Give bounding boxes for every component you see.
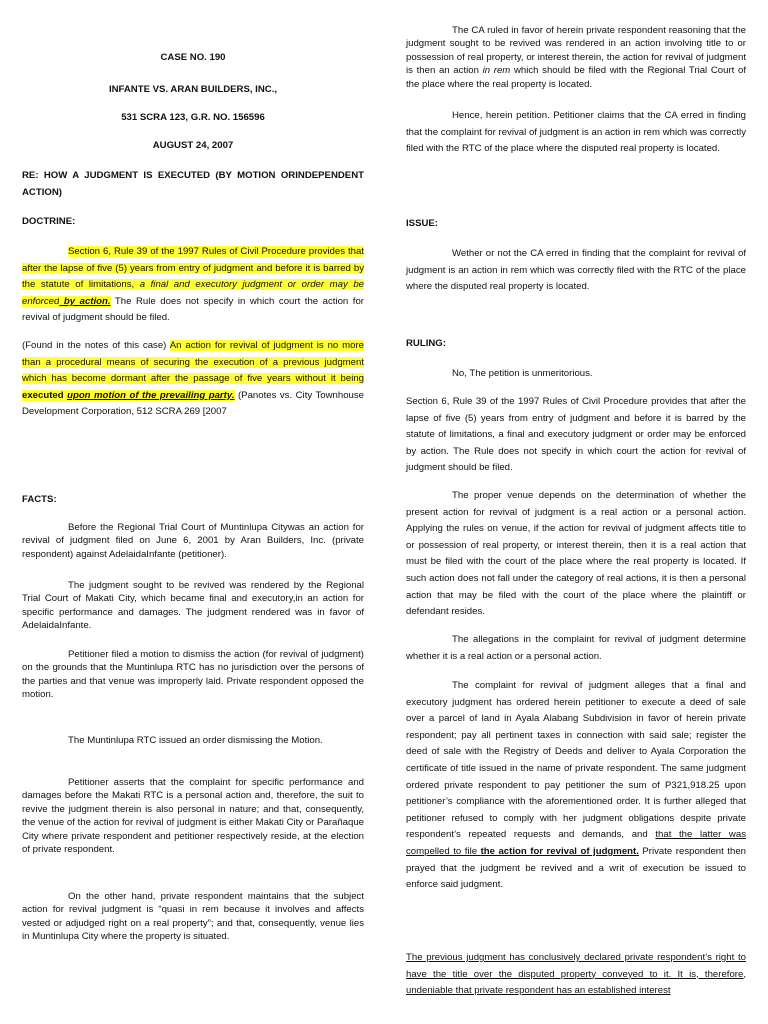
- complaint-text-end: Private respondent then prayed that the judgment be revived and a writ of execution be issued to enforce said judgment.: [406, 845, 746, 891]
- case-parties: INFANTE VS. ARAN BUILDERS, INC.,: [108, 84, 278, 95]
- complaint-text: The complaint for revival of judgment alleges that a final and executory judgment has ordered herein petitioner to execute a deed of sale over a parcel of land in Ayala Alabang Subdivision in favor of herein private respondent; pay all pertinent taxes in connection with said sale; register the deed of sale with the Registry of Deeds and deliver to Ayala Corporation the certificate of title issued in the name of private respondent. The same judgment ordered private respondent to pay petitioner the sum of P321,918.25 upon petitioner’s compliance with the aforementioned order. It is further alleged that petitioner refused to comply with her judgment obligations despite private respondent’s repeated requests and demands, and: [406, 680, 746, 841]
- case-citation: 531 SCRA 123, G.R. NO. 156596: [121, 112, 265, 123]
- complaint-underlined: that the latter was compelled to file: [406, 829, 746, 857]
- complaint-underlined-bold: the action for revival of judgment.: [480, 845, 639, 857]
- facts-paragraph: The judgment sought to be revived was rendered by the Regional Trial Court of Makati City, which became final and executory,in an action for specific performance and damages. The judgment rendered was in favor of AdelaidaInfante.: [22, 580, 364, 632]
- issue-text: Wether or not the CA erred in finding that the complaint for revival of judgment is an action in rem which was correctly filed with the RTC of the place where the disputed real property is located.: [406, 248, 746, 293]
- doctrine2-highlight-bold-italic: upon motion of the prevailing party.: [67, 389, 235, 401]
- doctrine2-pre: (Found in the notes of this case): [22, 340, 170, 351]
- ruling-paragraph: The allegations in the complaint for revival of judgment determine whether it is a real action or a personal action.: [406, 634, 746, 662]
- ca-ruling-text-end: which should be filed with the Regional Trial Court of the place where the real property is located.: [406, 65, 747, 90]
- doctrine1-highlight-italic: a final and executory judgment or order may be enforced: [22, 279, 365, 307]
- facts-paragraph: Before the Regional Trial Court of Muntinlupa Citywas an action for revival of judgment filed on June 6, 2001 by Aran Builders, Inc. (private respondent) against AdelaidaInfante (petitioner).: [22, 522, 364, 560]
- ca-ruling-text: The CA ruled in favor of herein private respondent reasoning that the judgment sought to be revived was rendered in an action involving title to or possession of real property, or interest therein, the action for revival of judgment is then an action: [406, 25, 746, 77]
- ruling-paragraph: The proper venue depends on the determination of whether the present action for revival of judgment is a real action or a personal action. Applying the rules on venue, if the action for revival of judgment affects title to or possession of real property, or interest therein, then it is a real action that must be filed with the court of the place where the real property is located. If such action does not fall under the category of real actions, it is then a personal action that may be filed with the court of the place where the plaintiff or defendant resides.: [406, 490, 746, 618]
- hence-paragraph: Hence, herein petition. Petitioner claims that the CA erred in finding that the complaint for revival of judgment is an action in rem which was correctly filed with the RTC of the place where the disputed real property is located.: [406, 110, 746, 155]
- issue-heading: ISSUE:: [406, 218, 438, 229]
- doctrine1-rest: The Rule does not specify in which court the action for revival of judgment should be filed.: [22, 295, 364, 324]
- facts-paragraph: The Muntinlupa RTC issued an order dismissing the Motion.: [68, 735, 323, 746]
- facts-paragraph: Petitioner filed a motion to dismiss the action (for revival of judgment) on the grounds that the Muntinlupa RTC has no jurisdiction over the persons of the parties and that venue was improperly laid. Private respondent opposed the motion.: [22, 649, 364, 701]
- doctrine-heading: DOCTRINE:: [22, 216, 76, 227]
- doctrine-paragraph-2: [22, 338, 364, 421]
- facts-paragraph: Petitioner asserts that the complaint for specific performance and damages before the Makati RTC is a personal action and, therefore, the suit to revive the judgment therein is also personal in nature; and that, consequently, the venue of the action for revival of judgment is either Makati City or Parañaque City where private respondent and petitioner respectively reside, at the election of private respondent.: [22, 777, 364, 856]
- facts-heading: FACTS:: [22, 494, 57, 505]
- ruling-heading: RULING:: [406, 338, 446, 349]
- case-number: CASE NO. 190: [160, 52, 226, 63]
- facts-paragraph: On the other hand, private respondent maintains that the subject action for revival judgment is “quasi in rem because it involves and affects vested or adjudged right on a real property”; and that, consequently, venue lies in Muntinlupa City where the property is situated.: [22, 891, 364, 943]
- doctrine1-highlight-bold: by action.: [59, 295, 111, 307]
- ruling-answer: No, The petition is unmeritorious.: [452, 368, 593, 379]
- doctrine1-highlight: Section 6, Rule 39 of the 1997 Rules of Civil Procedure provides that after the lapse of five (5) years from entry of judgment and before it is barred by the statute of limitations,: [22, 246, 364, 291]
- doctrine2-highlight-bold: executed: [22, 389, 68, 401]
- ca-ruling-in-rem: in rem: [478, 65, 511, 77]
- doctrine-paragraph-1: [22, 244, 364, 327]
- re-heading: RE: HOW A JUDGMENT IS EXECUTED (BY MOTION ORINDEPENDENT ACTION): [22, 170, 364, 198]
- final-paragraph: The previous judgment has conclusively declared private respondent’s right to have the title over the disputed property conveyed to it. It is, therefore, undeniable that private respondent has an established interest: [406, 952, 746, 997]
- case-date: AUGUST 24, 2007: [152, 140, 234, 151]
- doctrine2-rest: (Panotes vs. City Townhouse Development Corporation, 512 SCRA 269 [2007: [22, 389, 365, 418]
- ruling-paragraph: Section 6, Rule 39 of the 1997 Rules of Civil Procedure provides that after the lapse of five (5) years from entry of judgment and before it is barred by the statute of limitations, a final and executory judgment or order may be enforced by action. The Rule does not specify in which court the action for revival of judgment should be filed.: [406, 396, 746, 474]
- doctrine2-highlight: An action for revival of judgment is no more than a procedural means of securing the execution of a previous judgment which has become dormant after the passage of five years without it being: [22, 340, 364, 385]
- complaint-paragraph: [406, 678, 746, 894]
- ca-ruling-paragraph: [406, 24, 746, 91]
